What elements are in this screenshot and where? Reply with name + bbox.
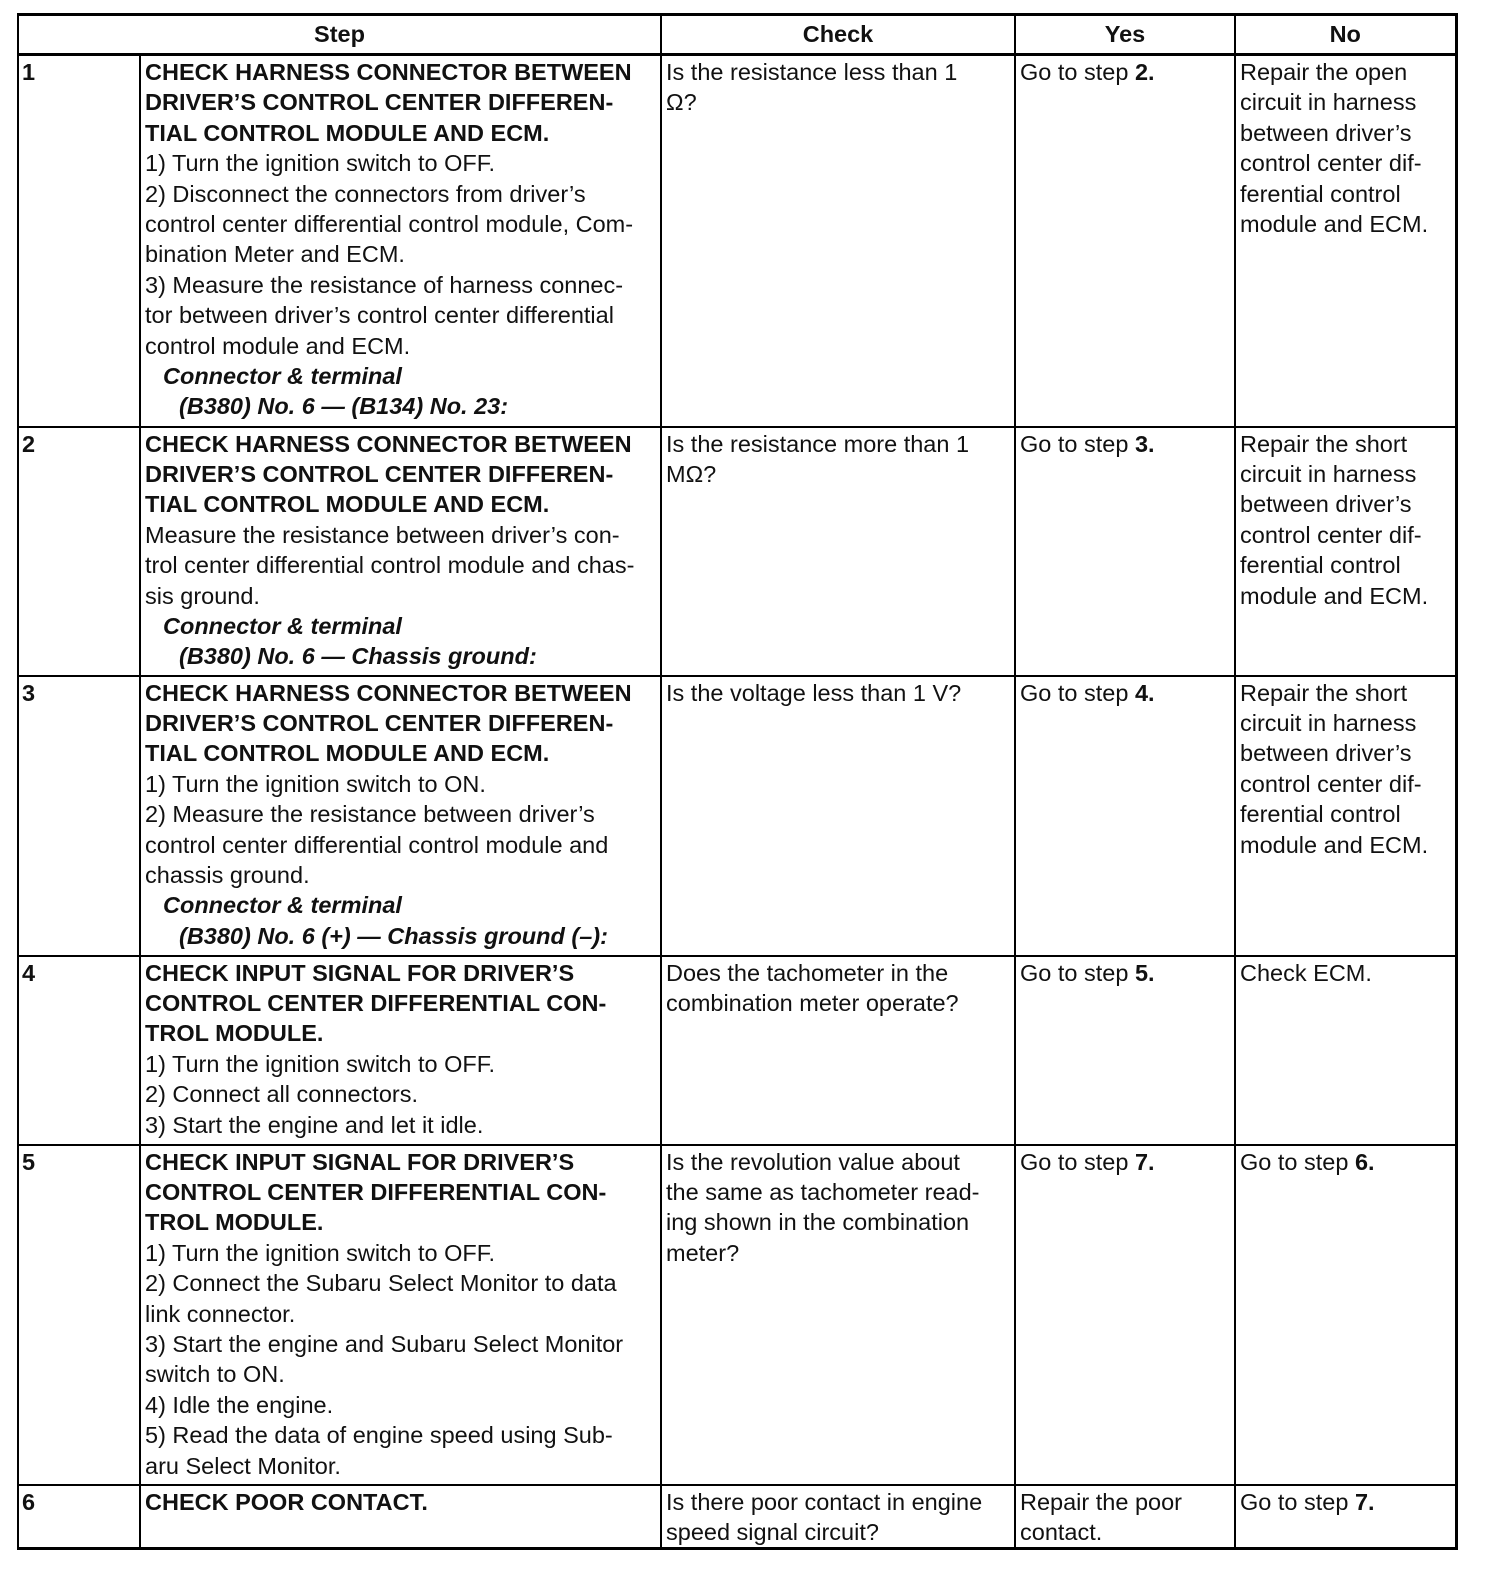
connector-value: (B380) No. 6 — (B134) No. 23: xyxy=(179,393,509,420)
yes-cell xyxy=(1015,427,1235,676)
step-body-line: 3) Measure the resistance of harness connec- xyxy=(145,271,624,298)
no-step: 6. xyxy=(1354,1148,1375,1175)
step-body-line: chassis ground. xyxy=(145,861,310,888)
step-body-line: trol center differential control module and chas- xyxy=(145,552,635,579)
yes-text: Go to step xyxy=(1020,679,1135,706)
yes-line xyxy=(1020,429,1230,459)
no-line: Repair the short xyxy=(1240,430,1408,457)
table-row xyxy=(18,427,1456,676)
step-body-line: aru Select Monitor. xyxy=(145,1452,341,1479)
step-number: 1 xyxy=(18,55,140,427)
no-line: ferential control xyxy=(1240,552,1401,579)
no-line: module and ECM. xyxy=(1240,582,1429,609)
yes-cell xyxy=(1015,676,1235,956)
step-body-line: Measure the resistance between driver’s con- xyxy=(145,521,620,548)
yes-line xyxy=(1020,57,1230,87)
step-cell xyxy=(140,676,661,956)
no-cell xyxy=(1235,1145,1456,1485)
header-step: Step xyxy=(18,15,661,55)
yes-cell xyxy=(1015,55,1235,427)
yes-line xyxy=(1020,958,1230,988)
step-number: 5 xyxy=(18,1145,140,1485)
step-body-line: control module and ECM. xyxy=(145,332,411,359)
step-title-line: CHECK INPUT SIGNAL FOR DRIVER’S xyxy=(145,1148,575,1175)
step-number: 2 xyxy=(18,427,140,676)
step-body-line: bination Meter and ECM. xyxy=(145,241,405,268)
no-text: Go to step xyxy=(1240,1488,1355,1515)
no-line: control center dif- xyxy=(1240,150,1422,177)
step-body-line: tor between driver’s control center differential xyxy=(145,302,614,329)
check-line: Is the revolution value about xyxy=(666,1148,960,1175)
table-row xyxy=(18,1145,1456,1485)
no-cell xyxy=(1235,956,1456,1145)
yes-line: contact. xyxy=(1020,1518,1103,1545)
check-line: ing shown in the combination xyxy=(666,1209,970,1236)
yes-step: 5. xyxy=(1134,959,1155,986)
check-line: Ω? xyxy=(666,89,697,116)
header-no: No xyxy=(1235,15,1456,55)
no-line: control center dif- xyxy=(1240,521,1422,548)
step-title-line: CHECK HARNESS CONNECTOR BETWEEN xyxy=(145,59,632,85)
no-line: module and ECM. xyxy=(1240,211,1429,238)
step-title-line: TIAL CONTROL MODULE AND ECM. xyxy=(145,491,550,518)
connector-label: Connector & terminal xyxy=(163,612,402,639)
step-cell xyxy=(140,427,661,676)
step-title-line: CHECK HARNESS CONNECTOR BETWEEN xyxy=(145,679,632,706)
check-cell xyxy=(661,1145,1015,1485)
step-title-line: TIAL CONTROL MODULE AND ECM. xyxy=(145,740,550,767)
yes-text: Go to step xyxy=(1020,59,1135,85)
connector-label: Connector & terminal xyxy=(163,892,402,919)
yes-line xyxy=(1020,1147,1230,1177)
yes-step: 2. xyxy=(1134,59,1155,85)
no-cell xyxy=(1235,427,1456,676)
step-body-line: 1) Turn the ignition switch to OFF. xyxy=(145,1050,496,1077)
yes-step: 7. xyxy=(1134,1148,1155,1175)
step-title-line: TIAL CONTROL MODULE AND ECM. xyxy=(145,119,550,146)
step-number: 6 xyxy=(18,1485,140,1549)
no-line: Check ECM. xyxy=(1240,959,1372,986)
connector-value: (B380) No. 6 (+) — Chassis ground (–): xyxy=(179,922,608,949)
no-line: Repair the short xyxy=(1240,679,1408,706)
step-body-line: 3) Start the engine and Subaru Select Monitor xyxy=(145,1330,624,1357)
step-body-line: switch to ON. xyxy=(145,1361,285,1388)
no-line: control center dif- xyxy=(1240,770,1422,797)
no-line: Repair the open xyxy=(1240,59,1408,85)
step-body-line: 2) Measure the resistance between driver’s xyxy=(145,801,595,828)
step-body-line: control center differential control module, Com- xyxy=(145,211,634,238)
check-cell xyxy=(661,956,1015,1145)
step-body-line: 5) Read the data of engine speed using Sub- xyxy=(145,1422,613,1449)
check-line: meter? xyxy=(666,1239,740,1266)
check-line: combination meter operate? xyxy=(666,989,959,1016)
table-row xyxy=(18,676,1456,956)
no-text: Go to step xyxy=(1240,1148,1355,1175)
connector-label: Connector & terminal xyxy=(163,363,402,390)
step-title-line: CHECK INPUT SIGNAL FOR DRIVER’S xyxy=(145,959,575,986)
no-cell xyxy=(1235,1485,1456,1549)
check-line: Is there poor contact in engine xyxy=(666,1488,983,1515)
step-body-line: 2) Disconnect the connectors from driver’s xyxy=(145,180,586,207)
check-line: Does the tachometer in the xyxy=(666,959,949,986)
yes-cell xyxy=(1015,956,1235,1145)
yes-text: Go to step xyxy=(1020,1148,1135,1175)
check-cell xyxy=(661,676,1015,956)
no-step: 7. xyxy=(1354,1488,1375,1515)
check-line: MΩ? xyxy=(666,460,717,487)
no-cell xyxy=(1235,676,1456,956)
step-body-line: 2) Connect all connectors. xyxy=(145,1081,419,1108)
no-line: circuit in harness xyxy=(1240,89,1417,116)
header-row xyxy=(18,15,1456,55)
step-title-line: DRIVER’S CONTROL CENTER DIFFEREN- xyxy=(145,709,614,736)
check-line: Is the voltage less than 1 V? xyxy=(666,679,962,706)
check-cell xyxy=(661,427,1015,676)
step-body-line: 1) Turn the ignition switch to OFF. xyxy=(145,1239,496,1266)
step-title-line: TROL MODULE. xyxy=(145,1020,324,1047)
step-cell xyxy=(140,956,661,1145)
step-title-line: CHECK POOR CONTACT. xyxy=(145,1488,428,1515)
table-row xyxy=(18,1485,1456,1549)
check-line: speed signal circuit? xyxy=(666,1518,879,1545)
no-line: circuit in harness xyxy=(1240,460,1417,487)
no-cell xyxy=(1235,55,1456,427)
step-title-line: CONTROL CENTER DIFFERENTIAL CON- xyxy=(145,1178,607,1205)
step-title-line: CHECK HARNESS CONNECTOR BETWEEN xyxy=(145,430,632,457)
yes-cell xyxy=(1015,1145,1235,1485)
step-body-line: sis ground. xyxy=(145,582,260,609)
no-line: between driver’s xyxy=(1240,740,1412,767)
step-body-line: control center differential control module and xyxy=(145,831,609,858)
step-title-line: TROL MODULE. xyxy=(145,1209,324,1236)
diagnostic-table xyxy=(17,13,1458,1550)
yes-line xyxy=(1020,678,1230,708)
no-line: ferential control xyxy=(1240,801,1401,828)
check-line: Is the resistance more than 1 xyxy=(666,430,970,457)
yes-step: 3. xyxy=(1134,430,1155,457)
check-cell xyxy=(661,1485,1015,1549)
step-body-line: 4) Idle the engine. xyxy=(145,1391,334,1418)
no-line: between driver’s xyxy=(1240,119,1412,146)
step-title-line: DRIVER’S CONTROL CENTER DIFFEREN- xyxy=(145,460,614,487)
no-line: ferential control xyxy=(1240,180,1401,207)
step-cell xyxy=(140,55,661,427)
yes-cell xyxy=(1015,1485,1235,1549)
step-body-line: 2) Connect the Subaru Select Monitor to data xyxy=(145,1270,617,1297)
step-cell xyxy=(140,1485,661,1549)
yes-step: 4. xyxy=(1134,679,1155,706)
step-body-line: link connector. xyxy=(145,1300,296,1327)
connector-value: (B380) No. 6 — Chassis ground: xyxy=(179,643,537,670)
check-cell xyxy=(661,55,1015,427)
no-line: module and ECM. xyxy=(1240,831,1429,858)
no-line xyxy=(1240,1487,1451,1517)
step-title-line: DRIVER’S CONTROL CENTER DIFFEREN- xyxy=(145,89,614,116)
yes-text: Go to step xyxy=(1020,959,1135,986)
step-number: 3 xyxy=(18,676,140,956)
step-number: 4 xyxy=(18,956,140,1145)
table-row xyxy=(18,956,1456,1145)
no-line xyxy=(1240,1147,1451,1177)
table-row xyxy=(18,55,1456,427)
check-line: Is the resistance less than 1 xyxy=(666,59,958,85)
step-title-line: CONTROL CENTER DIFFERENTIAL CON- xyxy=(145,989,607,1016)
no-line: between driver’s xyxy=(1240,491,1412,518)
no-line: circuit in harness xyxy=(1240,709,1417,736)
header-yes: Yes xyxy=(1015,15,1235,55)
header-check: Check xyxy=(661,15,1015,55)
step-cell xyxy=(140,1145,661,1485)
yes-text: Go to step xyxy=(1020,430,1135,457)
step-body-line: 1) Turn the ignition switch to ON. xyxy=(145,770,486,797)
step-body-line: 1) Turn the ignition switch to OFF. xyxy=(145,150,496,177)
step-body-line: 3) Start the engine and let it idle. xyxy=(145,1111,484,1138)
check-line: the same as tachometer read- xyxy=(666,1178,980,1205)
yes-line: Repair the poor xyxy=(1020,1488,1182,1515)
